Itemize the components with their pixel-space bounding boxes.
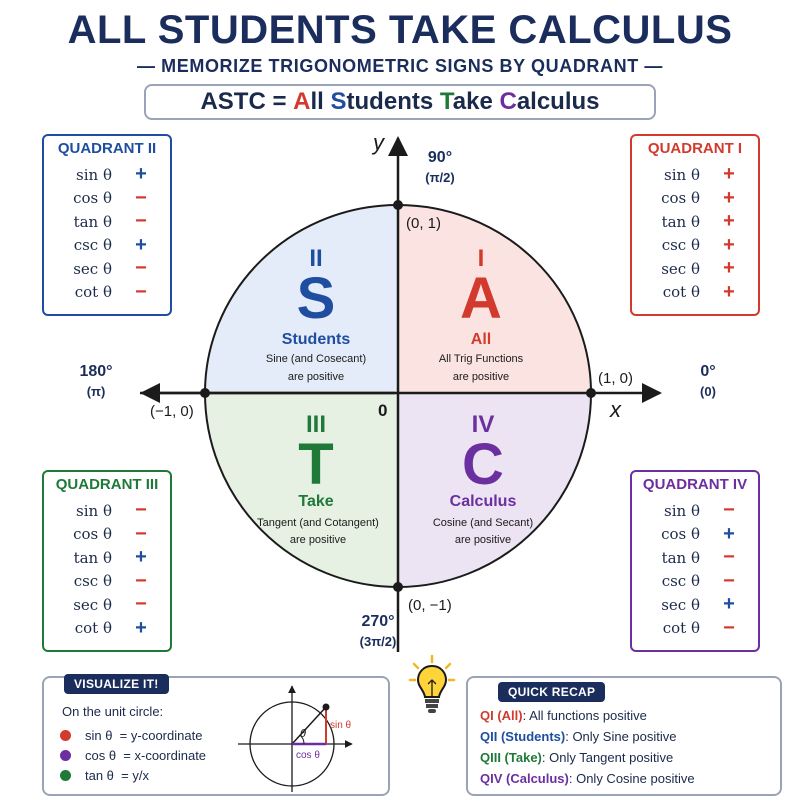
recap-item-qiii: QIII (Take): Only Tangent positive: [480, 750, 674, 765]
red-dot-icon: [60, 730, 71, 741]
svg-text:cos θ: cos θ: [296, 750, 320, 761]
x-axis-label: x: [610, 397, 621, 422]
function-name: csc θ: [661, 236, 700, 255]
quadrant-box-title: QUADRANT IV: [642, 476, 748, 493]
quadrant-ii-desc-line1: Sine (and Cosecant): [265, 353, 367, 365]
minus-sign-icon: −: [135, 257, 147, 280]
point-bottom-label: (0, −1): [408, 597, 452, 614]
function-name: csc θ: [661, 572, 700, 591]
mnemonic-word-take: Take: [439, 88, 500, 115]
minus-sign-icon: −: [723, 569, 735, 592]
function-name: cos θ: [73, 525, 112, 544]
angle-270-deg: 270°: [361, 613, 395, 630]
angle-270-rad: (3π/2): [359, 634, 397, 649]
minus-sign-icon: −: [723, 616, 735, 639]
function-name: tan θ: [73, 548, 112, 567]
quadrant-iv-word: Calculus: [449, 493, 517, 510]
quadrant-ii-numeral: II: [309, 245, 323, 272]
minus-sign-icon: −: [723, 499, 735, 522]
angle-0-deg: 0°: [700, 363, 716, 380]
function-name: cot θ: [74, 619, 112, 638]
page-subtitle: — MEMORIZE TRIGONOMETRIC SIGNS BY QUADRANT —: [136, 56, 664, 76]
visualize-item-sin: sin θ = y-coordinate: [60, 728, 202, 743]
visualize-badge: VISUALIZE IT!: [64, 674, 169, 694]
visualize-panel: [42, 676, 390, 796]
point-top-label: (0, 1): [406, 215, 442, 232]
angle-180-rad: (π): [86, 384, 106, 399]
plus-sign-icon: +: [135, 233, 147, 256]
purple-dot-icon: [60, 750, 71, 761]
function-name: csc θ: [73, 236, 112, 255]
minus-sign-icon: −: [135, 186, 147, 209]
recap-item-qi: QI (All): All functions positive: [480, 708, 647, 723]
minus-sign-icon: −: [135, 569, 147, 592]
minus-sign-icon: −: [135, 210, 147, 233]
recap-item-qiv: QIV (Calculus): Only Cosine positive: [480, 771, 695, 786]
point-top: [393, 200, 403, 210]
visualize-item-tan: tan θ = y/x: [60, 768, 149, 783]
quadrant-box-title: QUADRANT II: [57, 140, 157, 157]
plus-sign-icon: +: [723, 257, 735, 280]
quadrant-i-numeral: I: [477, 245, 485, 272]
plus-sign-icon: +: [135, 546, 147, 569]
quadrant-i-desc-line2: are positive: [452, 371, 510, 383]
quadrant-i-desc-line1: All Trig Functions: [438, 353, 524, 365]
quadrant-ii-letter: S: [296, 266, 336, 331]
quadrant-iv-numeral: IV: [471, 411, 495, 438]
mini-unit-circle: [234, 682, 384, 794]
page-title: ALL STUDENTS TAKE CALCULUS: [67, 8, 733, 52]
function-name: tan θ: [73, 212, 112, 231]
quadrant-iv-desc-line1: Cosine (and Secant): [432, 517, 534, 529]
angle-90-rad: (π/2): [425, 170, 455, 185]
function-name: sin θ: [664, 165, 700, 184]
function-name: cot θ: [74, 283, 112, 302]
svg-text:sin θ: sin θ: [330, 720, 352, 731]
angle-180-deg: 180°: [79, 363, 113, 380]
function-name: cot θ: [662, 283, 700, 302]
quadrant-i-letter: A: [460, 266, 502, 331]
green-dot-icon: [60, 770, 71, 781]
point-bottom: [393, 582, 403, 592]
function-name: sin θ: [76, 501, 112, 520]
minus-sign-icon: −: [135, 593, 147, 616]
quadrant-iii-numeral: III: [305, 411, 327, 438]
plus-sign-icon: +: [723, 210, 735, 233]
function-name: cot θ: [662, 619, 700, 638]
quadrant-iv-letter: C: [462, 432, 504, 497]
minus-sign-icon: −: [723, 546, 735, 569]
function-name: tan θ: [661, 548, 700, 567]
lightbulb-icon: [408, 654, 456, 718]
plus-sign-icon: +: [723, 163, 735, 186]
origin-label: 0: [378, 401, 388, 420]
minus-sign-icon: −: [135, 499, 147, 522]
quadrant-iv-desc-line2: are positive: [454, 534, 512, 546]
function-name: cos θ: [73, 189, 112, 208]
plus-sign-icon: +: [723, 233, 735, 256]
point-right-label: (1, 0): [598, 370, 634, 387]
function-name: sec θ: [73, 259, 112, 278]
quadrant-box-title: QUADRANT III: [55, 476, 159, 493]
mnemonic-prefix: ASTC =: [200, 88, 294, 115]
function-name: cos θ: [661, 525, 700, 544]
function-name: sin θ: [76, 165, 112, 184]
function-name: sin θ: [664, 501, 700, 520]
point-right: [586, 388, 596, 398]
minus-sign-icon: −: [135, 280, 147, 303]
plus-sign-icon: +: [135, 616, 147, 639]
function-name: sec θ: [661, 595, 700, 614]
visualize-intro: On the unit circle:: [62, 704, 164, 719]
quadrant-ii-word: Students: [281, 331, 351, 348]
plus-sign-icon: +: [723, 186, 735, 209]
mnemonic-word-all: All: [293, 88, 331, 115]
svg-text:θ: θ: [300, 728, 306, 740]
quadrant-iii-letter: T: [298, 432, 334, 497]
quadrant-i-word: All: [470, 331, 492, 348]
function-name: cos θ: [661, 189, 700, 208]
point-left-label: (−1, 0): [150, 403, 194, 420]
quick-recap-badge: QUICK RECAP: [498, 682, 605, 702]
plus-sign-icon: +: [723, 280, 735, 303]
mnemonic-word-students: Students: [330, 88, 440, 115]
angle-0-rad: (0): [700, 384, 716, 399]
function-name: csc θ: [73, 572, 112, 591]
quadrant-ii-desc-line2: are positive: [287, 371, 345, 383]
visualize-item-cos: cos θ = x-coordinate: [60, 748, 206, 763]
function-name: sec θ: [661, 259, 700, 278]
angle-90-deg: 90°: [427, 149, 453, 166]
y-axis-label: y: [373, 130, 384, 155]
plus-sign-icon: +: [723, 593, 735, 616]
quadrant-iii-desc-line2: are positive: [289, 534, 347, 546]
plus-sign-icon: +: [723, 522, 735, 545]
minus-sign-icon: −: [135, 522, 147, 545]
function-name: tan θ: [661, 212, 700, 231]
quadrant-iii-word: Take: [298, 493, 334, 510]
function-name: sec θ: [73, 595, 112, 614]
quick-recap-panel: [466, 676, 782, 796]
quadrant-iii-desc-line1: Tangent (and Cotangent): [257, 517, 379, 529]
mnemonic-word-calculus: Calculus: [499, 88, 600, 115]
recap-item-qii: QII (Students): Only Sine positive: [480, 729, 677, 744]
quadrant-box-title: QUADRANT I: [647, 140, 743, 157]
point-left: [200, 388, 210, 398]
plus-sign-icon: +: [135, 163, 147, 186]
